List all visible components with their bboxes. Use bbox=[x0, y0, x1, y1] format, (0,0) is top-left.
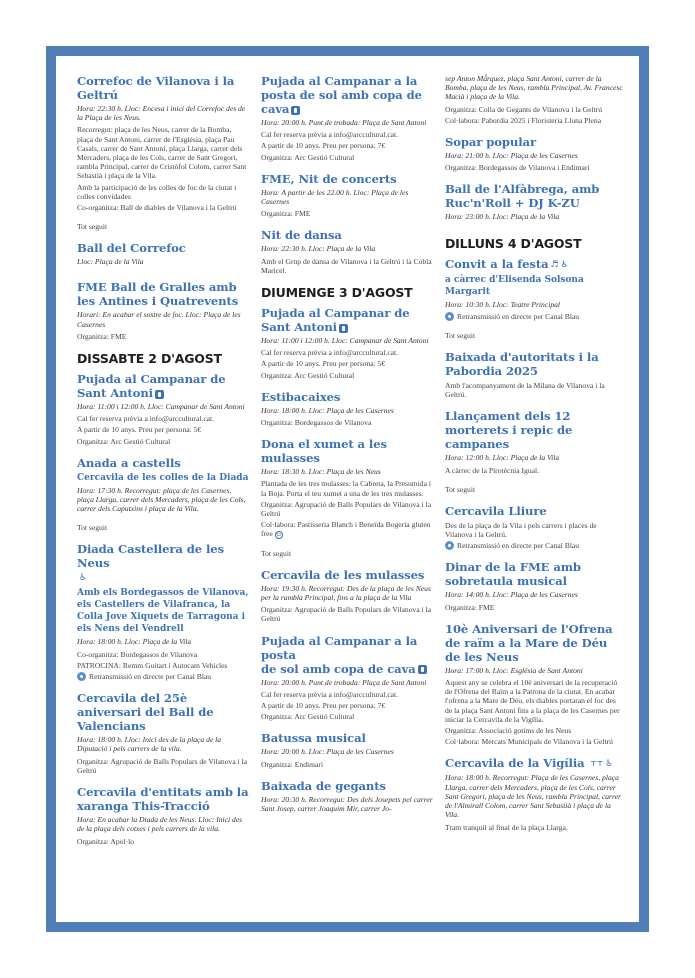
event-sponsor: PATROCINA: Remm Guitart i Autocam Vehicles bbox=[77, 660, 228, 670]
event-time: Hora: 14:00 h. Lloc: Plaça de les Casernes bbox=[445, 590, 578, 600]
event-text: Des de la plaça de la Vila i pels carrers i places de Vilanova i la Geltrú. bbox=[445, 520, 597, 540]
event-time: Hora: 20:00 h. Lloc: Plaça de les Casernes bbox=[261, 747, 394, 757]
event-title: Cercavila del 25è aniversari del Ball de Valencians bbox=[77, 691, 214, 734]
day-heading: DIUMENGE 3 D'AGOST bbox=[261, 285, 413, 301]
event-title: FME Ball de Gralles amb les Antines i Quatrevents bbox=[77, 280, 239, 309]
event-subtitle: a càrrec d'Elisenda Solsona Margarit bbox=[445, 274, 584, 297]
event-organizer: Organitza: Apol·lo bbox=[77, 836, 135, 846]
event-time: Hora: 18:00 h. Lloc: Plaça de les Casernes bbox=[261, 405, 394, 415]
event-organizer: Organitza: FME bbox=[261, 209, 311, 219]
page-frame bbox=[46, 46, 649, 932]
event-baixada-autoritats bbox=[445, 350, 623, 399]
event-title: Sopar popular bbox=[445, 135, 536, 150]
event-convit-festa bbox=[445, 257, 623, 321]
tot-seguit: Tot seguit bbox=[445, 331, 476, 341]
tot-seguit: Tot seguit bbox=[77, 222, 108, 232]
event-time: Hora: 10:30 h. Lloc: Teatre Principal bbox=[445, 299, 561, 309]
broadcast-text: Retransmissió en directe per Canal Blau bbox=[89, 672, 212, 682]
event-time: Hora: 17:30 h. Recorregut: plaça de les Casernes, plaça Llarga, carrer dels Mercaders, plaça de les Cols, carrer dels Caputxins i plaça de la Vila. bbox=[77, 485, 246, 514]
event-pujada-posta-sol bbox=[261, 74, 433, 162]
event-title: Estibacaixes bbox=[261, 389, 341, 404]
event-time: Hora: 18:00 h. Recorregut: Plaça de les Casernes, plaça Llarga, carrer dels Mercaders, plaça de les Cols, carrer Sant Gregori, plaça de les Neus, rambla Principal, carrer de l'Almirall Colom, carrer Sant Sebastià i plaça de la Vila. bbox=[445, 773, 621, 820]
event-title-text: Pujada al Campanar a la posta de sol amb copa de cava bbox=[261, 74, 422, 116]
event-reservation: Cal fer reserva prèvia a info@arccultural.cat. bbox=[261, 348, 399, 358]
event-title: Cercavila Lliure bbox=[445, 503, 547, 518]
event-subtitle: Amb els Bordegassos de Vilanova, els Castellers de Vilafranca, la Colla Jove Xiquets de Tarragona i els Nens del Vendrell bbox=[77, 588, 249, 635]
day-heading: DILLUNS 4 D'AGOST bbox=[445, 235, 582, 251]
event-batussa-musical bbox=[261, 731, 433, 768]
tot-seguit: Tot seguit bbox=[77, 523, 108, 533]
event-time: Horari: En acabar el sostre de foc. Lloc: Plaça de les Casernes bbox=[77, 310, 241, 329]
quiet-icon: ⊤⊤ bbox=[590, 760, 604, 769]
event-sopar-popular bbox=[445, 135, 623, 172]
broadcast-icon bbox=[77, 672, 86, 681]
ticket-icon bbox=[155, 390, 164, 399]
event-xumet-mulasses bbox=[261, 437, 433, 538]
event-anada-castells bbox=[77, 456, 249, 514]
event-title-text: Pujada al Campanar de Sant Antoni bbox=[261, 306, 410, 335]
event-organizer: Organitza: Bordegassos de Vilanova i Endimari bbox=[445, 163, 590, 173]
event-pujada-campanar bbox=[77, 372, 249, 446]
event-cercavila-lliure bbox=[445, 504, 623, 551]
column-2 bbox=[261, 74, 433, 922]
event-cercavila-valencians bbox=[77, 691, 249, 775]
event-baixada-gegants bbox=[261, 779, 433, 813]
event-time: Hora: 20:00 h. Punt de trobada: Plaça de Sant Antoni bbox=[261, 677, 427, 687]
ticket-icon bbox=[339, 324, 348, 333]
event-time: Hora: 18:00 h. Lloc: Plaça de la Vila bbox=[77, 637, 192, 647]
event-time: Hora: 17:00 h. Lloc: Església de Sant Antoni bbox=[445, 665, 583, 675]
event-price: A partir de 10 anys. Preu per persona: 7€ bbox=[261, 141, 386, 151]
event-ball-correfoc bbox=[77, 241, 249, 266]
event-title: FME, Nit de concerts bbox=[261, 171, 397, 186]
tot-seguit: Tot seguit bbox=[445, 484, 476, 494]
event-broadcast bbox=[445, 541, 623, 550]
event-nit-dansa bbox=[261, 228, 433, 275]
event-fme-nit-concerts bbox=[261, 172, 433, 219]
event-title: Baixada de gegants bbox=[261, 778, 386, 793]
event-diada-castellera bbox=[77, 542, 249, 681]
event-organizer: Organitza: FME bbox=[77, 331, 127, 341]
event-title: Llançament dels 12 morterets i repic de campanes bbox=[445, 409, 573, 452]
event-time: Hora: 18:30 h. Lloc: Plaça de les Neus bbox=[261, 467, 381, 477]
event-title-text: Pujada al Campanar a la posta bbox=[261, 633, 418, 662]
collaborator-text: Col·labora: Pastisseria Blanch i Beneïda Bogeria gluten free bbox=[261, 520, 431, 539]
event-text: Amb la participació de les colles de foc de la ciutat i colles convidades bbox=[77, 182, 237, 201]
wheelchair-icon: ♿ bbox=[605, 759, 614, 770]
event-ofrena-raim bbox=[445, 622, 623, 747]
event-time: Hora: 18:00 h. Lloc: Inici des de la plaça de la Diputació i pels carrers de la vila. bbox=[77, 735, 222, 754]
gluten-free-icon: G bbox=[276, 530, 282, 538]
event-cercavila-entitats bbox=[77, 785, 249, 846]
event-collaborator: Col·labora: Pabordia 2025 i Floristeria Lluna Plena bbox=[445, 115, 602, 125]
program-content bbox=[56, 56, 639, 922]
event-collaborator bbox=[261, 520, 433, 538]
event-time: Hora: 21:00 h. Lloc: Plaça de les Casernes bbox=[445, 151, 578, 161]
event-text: Amb el Grup de dansa de Vilanova i la Geltrú i la Cobla Maricel. bbox=[261, 256, 432, 275]
event-reservation: Cal fer reserva prèvia a info@arccultural.cat. bbox=[261, 689, 399, 699]
event-broadcast bbox=[77, 672, 249, 681]
event-text: Amb l'acompanyament de la Milana de Vilanova i la Geltrú. bbox=[445, 381, 605, 400]
event-title: Nit de dansa bbox=[261, 228, 342, 243]
event-subtitle: Cercavila de les colles de la Diada bbox=[77, 472, 249, 483]
event-title bbox=[261, 634, 433, 676]
tot-seguit: Tot seguit bbox=[261, 548, 292, 558]
event-organizer: Organitza: Endimari bbox=[261, 759, 324, 769]
event-organizer: Organitza: Bordegassos de Vilanova bbox=[261, 418, 372, 428]
day-heading: DISSABTE 2 D'AGOST bbox=[77, 351, 222, 367]
event-cercavila-mulasses bbox=[261, 568, 433, 624]
event-organizer: Organitza: Arc Gestió Cultural bbox=[261, 152, 355, 162]
event-text: Aquest any se celebra el 10è aniversari de la recuperació de l'Ofrena del Raïm a la Patrona de la ciutat. En acabar l'ofrena a la Mare de Déu, els diables portaran el foc des de la plaça Sant Antoni fins a la plaça de les Casernes per iniciar la Cercavila de la Vigília. bbox=[445, 678, 620, 724]
event-place: Lloc: Plaça de la Vila bbox=[77, 257, 144, 267]
event-baixada-gegants-cont bbox=[445, 74, 623, 125]
event-organizer: Organitza: Associació gotims de les Neus bbox=[445, 726, 572, 736]
broadcast-text: Retransmissió en directe per Canal Blau bbox=[457, 311, 580, 321]
event-organizer: Organitza: Agrupació de Balls Populars de Vilanova i la Geltrú bbox=[261, 499, 432, 519]
event-fme-ball-gralles bbox=[77, 280, 249, 341]
music-icon: ♬ bbox=[550, 259, 559, 270]
event-time: Hora: 22:30 h. Lloc: Plaça de la Vila bbox=[261, 244, 376, 254]
event-estibacaixes bbox=[261, 390, 433, 427]
event-correfoc bbox=[77, 74, 249, 212]
event-title: Anada a castells bbox=[77, 455, 181, 470]
event-time: Hora: 23:00 h. Lloc: Plaça de la Vila bbox=[445, 212, 560, 222]
event-text: A càrrec de la Pirotècnia Igual. bbox=[445, 465, 540, 475]
event-organizer: Organitza: Arc Gestió Cultural bbox=[261, 370, 355, 380]
broadcast-text: Retransmissió en directe per Canal Blau bbox=[457, 541, 580, 551]
event-title: Cercavila de les mulasses bbox=[261, 567, 425, 582]
event-cercavila-vigilia bbox=[445, 756, 623, 831]
event-time: Hora: 20:30 h. Recorregut: Des dels Josepets pel carrer Sant Josep, carrer Joaquim Mir, carrer Jo- bbox=[261, 794, 433, 813]
event-route: Recorregut: plaça de les Neus, carrer de la Bomba, plaça de Sant Antoni, carrer de l'Església, plaça Pau Casals, carrer de Sant Antoni, plaça Llarga, carrer dels Mercaders, plaça de les Cols, carrer de Sant Gregori, rambla Principal, carrer de Cristòfol Colom, carrer Sant Sebastià i plaça de la Vila. bbox=[77, 125, 247, 181]
event-title-text: Cercavila de la Vigília bbox=[445, 756, 585, 771]
event-organizer: Organitza: FME bbox=[445, 602, 495, 612]
event-morterets bbox=[445, 409, 623, 474]
event-title bbox=[77, 372, 249, 400]
event-price: A partir de 10 anys. Preu per persona: 7€ bbox=[261, 700, 386, 710]
event-price: A partir de 10 anys. Preu per persona: 5€ bbox=[261, 359, 386, 369]
event-time: Hora: 19:30 h. Recorregut: Des de la plaça de les Neus per la rambla Principal, fins a la plaça de la Vila bbox=[261, 583, 431, 602]
event-time: Hora: 20:00 h. Punt de trobada: Plaça de Sant Antoni bbox=[261, 118, 427, 127]
wheelchair-icon: ♿ bbox=[560, 259, 569, 270]
ticket-icon bbox=[418, 665, 427, 674]
event-title bbox=[261, 306, 433, 334]
event-title: Ball del Correfoc bbox=[77, 241, 186, 256]
event-title: Correfoc de Vilanova i la Geltrú bbox=[77, 74, 235, 102]
event-organizer: Organitza: Arc Gestió Cultural bbox=[77, 436, 171, 446]
event-pujada-posta-sol-2 bbox=[261, 634, 433, 722]
event-title: Batussa musical bbox=[261, 731, 366, 746]
event-title-text: Diada Castellera de les Neus bbox=[77, 542, 224, 571]
column-1 bbox=[77, 74, 249, 922]
event-title: 10è Aniversari de l'Ofrena de raïm a la Mare de Déu de les Neus bbox=[445, 621, 613, 664]
event-title: Dona el xumet a les mulasses bbox=[261, 437, 387, 466]
event-broadcast bbox=[445, 312, 623, 321]
event-reservation: Cal fer reserva prèvia a info@arccultural.cat. bbox=[261, 130, 399, 140]
event-text: Tram tranquil al final de la plaça Llarga. bbox=[445, 822, 568, 832]
event-title: Dinar de la FME amb sobretaula musical bbox=[445, 560, 581, 589]
event-title: Baixada d'autoritats i la Pabordia 2025 bbox=[445, 350, 599, 379]
event-organizer: Organitza: Arc Gestió Cultural bbox=[261, 712, 355, 722]
column-3 bbox=[445, 74, 623, 922]
broadcast-icon bbox=[445, 541, 454, 550]
event-time: Hora: 22:30 h. Lloc: Encesa i inici del Correfoc des de la Plaça de les Neus. bbox=[77, 104, 246, 123]
ticket-icon bbox=[291, 106, 300, 115]
event-time: Hora: A partir de les 22.00 h. Lloc: Plaça de les Casernes bbox=[261, 187, 409, 207]
event-pujada-campanar bbox=[261, 306, 433, 380]
event-title-text: de sol amb copa de cava bbox=[261, 661, 416, 676]
event-title: Cercavila d'entitats amb la xaranga This-Tracció bbox=[77, 785, 249, 814]
event-price: A partir de 10 anys. Preu per persona: 5€ bbox=[77, 425, 202, 435]
broadcast-icon bbox=[445, 312, 454, 321]
event-route: sep Anton Mǻrquez, plaça Sant Antoni, carrer de la Bomba, plaça de les Neus, rambla Principal, Av. Francesc Macià i plaça de la Vila. bbox=[445, 74, 623, 102]
event-organizer: Organitza: Agrupació de Balls Populars de Vilanova i la Geltrú bbox=[77, 756, 248, 775]
event-organizer: Co-organitza: Ball de diables de Vilanova i la Geltrú bbox=[77, 203, 237, 213]
event-collaborator: Col·labora: Mercats Municipals de Vilanova i la Geltrú bbox=[445, 737, 613, 747]
event-organizer: Co-organitza: Bordegassos de Vilanova bbox=[77, 649, 198, 659]
event-title: Ball de l'Alfàbrega, amb Ruc'n'Roll + DJ K-ZU bbox=[445, 182, 600, 211]
event-time: Hora: En acabar la Diada de les Neus. Lloc: Inici des de la plaça dels cotxes i pels carrers de la vila. bbox=[77, 815, 243, 834]
event-text: Plantada de les tres mulasses: la Cabreta, la Presumida i la Boja. Porta el teu xumet a una de les tres mulasses. bbox=[261, 479, 431, 498]
event-time: Hora: 11:00 i 12:00 h. Lloc: Campanar de Sant Antoni bbox=[261, 336, 429, 346]
event-time: Hora: 11:00 i 12:00 h. Lloc: Campanar de Sant Antoni bbox=[77, 402, 245, 412]
event-title bbox=[261, 74, 433, 116]
event-title-text: Convit a la festa bbox=[445, 256, 549, 271]
wheelchair-icon: ♿ bbox=[79, 573, 87, 584]
event-title bbox=[77, 542, 249, 585]
event-title bbox=[445, 257, 623, 272]
event-organizer: Organitza: Agrupació de Balls Populars de Vilanova i la Geltrú bbox=[261, 605, 432, 624]
event-time: Hora: 12:00 h. Lloc: Plaça de la Vila bbox=[445, 453, 560, 463]
event-title-text: Pujada al Campanar de Sant Antoni bbox=[77, 372, 226, 401]
event-title bbox=[445, 756, 623, 771]
event-ball-alfabrega bbox=[445, 182, 623, 221]
event-organizer: Organitza: Colla de Gegants de Vilanova i la Geltrú bbox=[445, 104, 602, 114]
event-reservation: Cal fer reserva prèvia a info@arccultural.cat. bbox=[77, 414, 215, 424]
event-dinar-fme bbox=[445, 560, 623, 611]
